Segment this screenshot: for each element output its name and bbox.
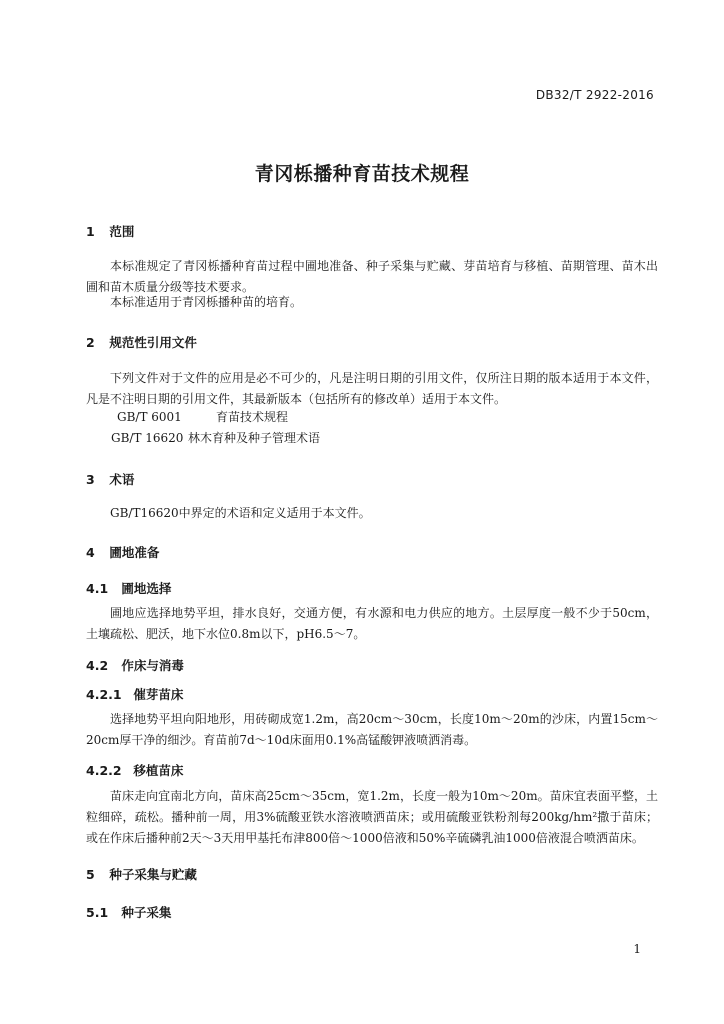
- section-4-2-2-heading: [86, 761, 183, 779]
- section-title: 圃地准备: [109, 545, 160, 560]
- section-4-2-2-paragraph: 苗床走向宜南北方向，苗床高25cm～35cm，宽1.2m，长度一般为10m～20m。苗床宜表面平整，土粒细碎，疏松。播种前一周，用3%硫酸亚铁水溶液喷洒苗床；或用硫酸亚铁粉剂每200kg/hm²撒于苗床；或在作床后播种前2天～3天用甲基托布津800倍～1000倍液和50%辛硫磷乳油1000倍液混合喷洒苗床。: [86, 789, 658, 845]
- reference-item: [111, 429, 320, 446]
- section-4-heading: [86, 543, 159, 561]
- section-5-heading: [86, 865, 197, 883]
- section-number: 4.1: [86, 581, 109, 596]
- section-number: 4.2.2: [86, 763, 122, 778]
- section-title: 催芽苗床: [133, 687, 184, 702]
- section-3-heading: [86, 470, 134, 488]
- section-2-heading: [86, 333, 197, 351]
- section-2-paragraph-1: 下列文件对于文件的应用是必不可少的，凡是注明日期的引用文件，仅所注日期的版本适用于本文件，凡是不注明日期的引用文件，其最新版本（包括所有的修改单）适用于本文件。: [86, 371, 658, 406]
- standard-code: DB32/T 2922-2016: [535, 88, 654, 102]
- reference-name: 育苗技术规程: [216, 410, 289, 424]
- reference-item: [117, 408, 288, 425]
- section-4-2-1-paragraph: 选择地势平坦向阳地形，用砖砌成宽1.2m，高20cm～30cm，长度10m～20m的沙床，内置15cm～20cm厚干净的细沙。育苗前7d～10d床面用0.1%高锰酸钾液喷洒消毒。: [86, 712, 658, 747]
- reference-code: GB/T 16620: [111, 431, 184, 445]
- section-number: 4.2.1: [86, 687, 122, 702]
- section-3-paragraph-1: GB/T16620中界定的术语和定义适用于本文件。: [110, 506, 371, 520]
- document-title: 青冈栎播种育苗技术规程: [254, 163, 470, 185]
- reference-code: GB/T 6001: [117, 410, 182, 424]
- section-number: 1: [86, 224, 95, 239]
- section-title: 种子采集: [121, 905, 172, 920]
- section-number: 4: [86, 545, 95, 560]
- section-5-1-heading: [86, 903, 171, 921]
- section-4-1-heading: [86, 579, 171, 597]
- section-1-paragraph-2: 本标准适用于青冈栎播种苗的培育。: [110, 295, 303, 309]
- section-title: 圃地选择: [121, 581, 172, 596]
- section-1-paragraph-1: 本标准规定了青冈栎播种育苗过程中圃地准备、种子采集与贮藏、芽苗培育与移植、苗期管理、苗木出圃和苗木质量分级等技术要求。: [86, 259, 658, 294]
- section-number: 5.1: [86, 905, 109, 920]
- section-title: 作床与消毒: [121, 658, 184, 673]
- section-number: 3: [86, 472, 95, 487]
- section-4-2-1-heading: [86, 685, 183, 703]
- section-title: 移植苗床: [133, 763, 184, 778]
- page-number: 1: [633, 942, 641, 956]
- section-title: 种子采集与贮藏: [109, 867, 197, 882]
- reference-name: 林木育种及种子管理术语: [188, 431, 321, 445]
- section-title: 范围: [109, 224, 135, 239]
- section-4-2-heading: [86, 656, 184, 674]
- section-number: 4.2: [86, 658, 109, 673]
- section-number: 2: [86, 335, 95, 350]
- section-title: 术语: [109, 472, 135, 487]
- section-1-heading: [86, 222, 134, 240]
- section-title: 规范性引用文件: [109, 335, 197, 350]
- section-number: 5: [86, 867, 95, 882]
- section-4-1-paragraph: 圃地应选择地势平坦，排水良好，交通方便，有水源和电力供应的地方。土层厚度一般不少于50cm，土壤疏松、肥沃，地下水位0.8m以下，pH6.5～7。: [86, 606, 658, 641]
